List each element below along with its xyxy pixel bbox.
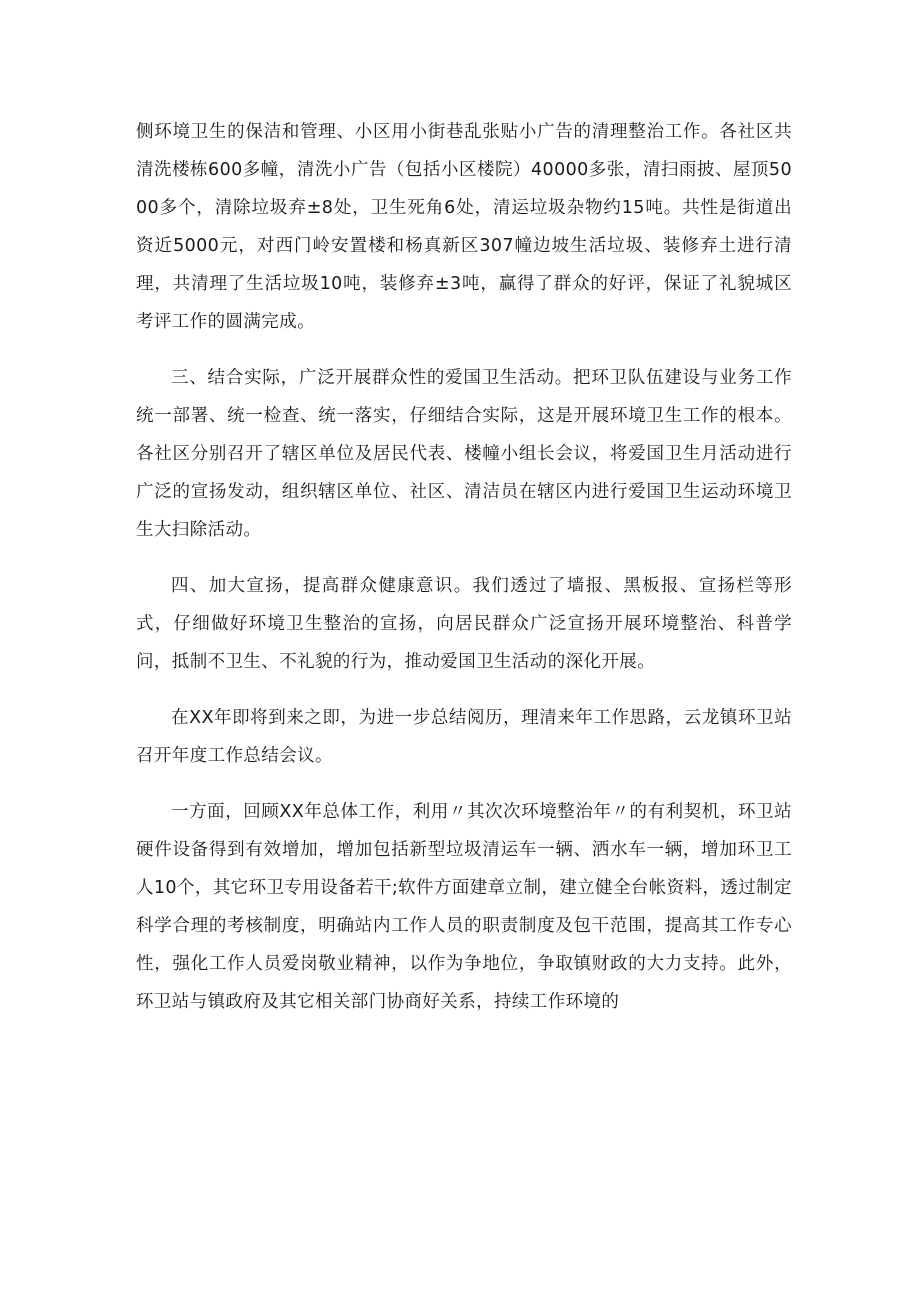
paragraph-continuation: 侧环境卫生的保洁和管理、小区用小街巷乱张贴小广告的清理整治工作。各社区共清洗楼栋600多幢，清洗小广告（包括小区楼院）40000多张，清扫雨披、屋顶5000多个，清除垃圾弃±8处，卫生死角6处，清运垃圾杂物约15吨。共性是街道出资近5000元，对西门岭安置楼和杨真新区307幢边坡生活垃圾、装修弃土进行清理，共清理了生活垃圾10吨，装修弃±3吨，赢得了群众的好评，保证了礼貌城区考评工作的圆满完成。 (136, 122, 792, 332)
paragraph-year-end-intro: 在XX年即将到来之即，为进一步总结阅历，理清来年工作思路，云龙镇环卫站召开年度工作总结会议。 (136, 708, 792, 766)
document-body (136, 113, 792, 1021)
paragraph-section-three: 三、结合实际，广泛开展群众性的爱国卫生活动。把环卫队伍建设与业务工作统一部署、统一检查、统一落实，仔细结合实际，这是开展环境卫生工作的根本。各社区分别召开了辖区单位及居民代表、楼幢小组长会议，将爱国卫生月活动进行广泛的宣扬发动，组织辖区单位、社区、清洁员在辖区内进行爱国卫生运动环境卫生大扫除活动。 (136, 368, 792, 540)
paragraph-section-four: 四、加大宣扬，提高群众健康意识。我们透过了墙报、黑板报、宣扬栏等形式，仔细做好环境卫生整治的宣扬，向居民群众广泛宣扬开展环境整治、科普学问，抵制不卫生、不礼貌的行为，推动爱国卫生活动的深化开展。 (136, 576, 792, 672)
paragraph-first-aspect: 一方面，回顾XX年总体工作，利用〃其次次环境整治年〃的有利契机，环卫站硬件设备得到有效增加，增加包括新型垃圾清运车一辆、洒水车一辆，增加环卫工人10个，其它环卫专用设备若干;软件方面建章立制，建立健全台帐资料，透过制定科学合理的考核制度，明确站内工作人员的职责制度及包干范围，提高其工作专心性，强化工作人员爱岗敬业精神，以作为争地位，争取镇财政的大力支持。此外，环卫站与镇政府及其它相关部门协商好关系，持续工作环境的 (136, 802, 792, 1012)
